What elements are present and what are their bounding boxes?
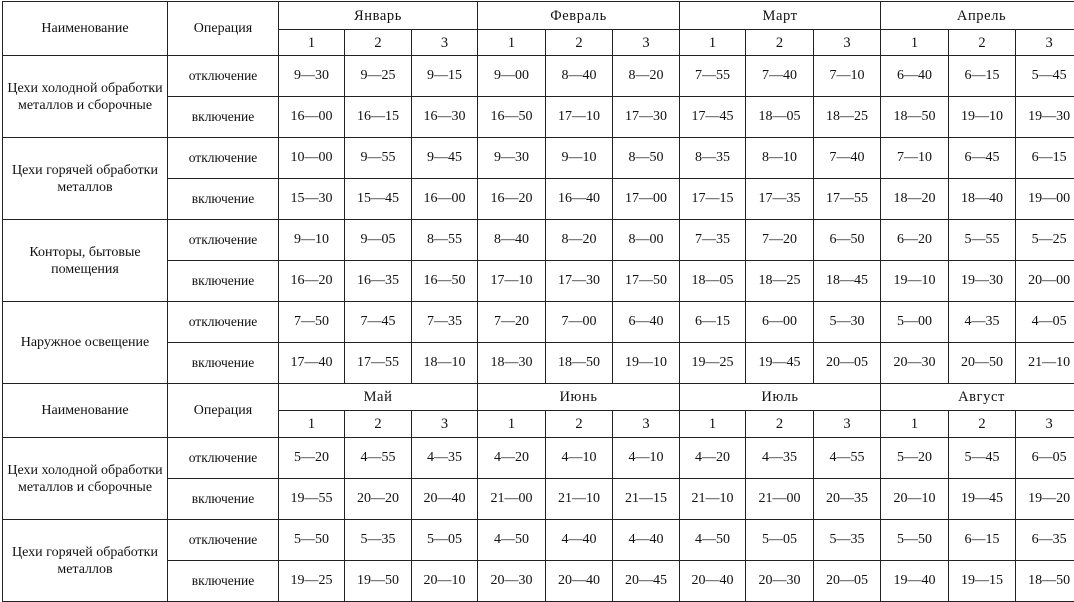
time-cell: 5—25: [1016, 220, 1074, 261]
header-operation: Операция: [168, 384, 279, 438]
time-cell: 19—25: [680, 343, 746, 384]
month-header: Июнь: [478, 384, 680, 411]
header-name: Наименование: [3, 384, 168, 438]
time-cell: 17—50: [613, 261, 680, 302]
time-cell: 15—45: [345, 179, 412, 220]
time-cell: 17—10: [478, 261, 546, 302]
time-cell: 16—00: [279, 97, 345, 138]
decade-header: 2: [345, 411, 412, 438]
month-header: Апрель: [881, 2, 1074, 30]
time-cell: 9—25: [345, 56, 412, 97]
time-cell: 7—35: [412, 302, 478, 343]
time-cell: 9—30: [279, 56, 345, 97]
decade-header: 1: [279, 30, 345, 56]
time-cell: 19—55: [279, 479, 345, 520]
time-cell: 4—05: [1016, 302, 1074, 343]
time-cell: 21—15: [613, 479, 680, 520]
time-cell: 17—40: [279, 343, 345, 384]
time-cell: 20—00: [1016, 261, 1074, 302]
time-cell: 9—05: [345, 220, 412, 261]
time-cell: 21—10: [1016, 343, 1074, 384]
time-cell: 8—55: [412, 220, 478, 261]
time-cell: 17—55: [345, 343, 412, 384]
time-cell: 20—35: [814, 479, 881, 520]
time-cell: 7—55: [680, 56, 746, 97]
lighting-schedule-table: [2, 1, 1074, 602]
decade-header: 2: [546, 30, 613, 56]
time-cell: 9—30: [478, 138, 546, 179]
time-cell: 21—10: [680, 479, 746, 520]
table-row: [3, 56, 1074, 97]
time-cell: 19—30: [1016, 97, 1074, 138]
time-cell: 20—10: [412, 561, 478, 602]
time-cell: 5—20: [881, 438, 949, 479]
time-cell: 6—20: [881, 220, 949, 261]
time-cell: 6—50: [814, 220, 881, 261]
time-cell: 20—30: [746, 561, 814, 602]
time-cell: 4—10: [613, 438, 680, 479]
decade-header: 2: [949, 411, 1016, 438]
time-cell: 6—15: [1016, 138, 1074, 179]
time-cell: 17—35: [746, 179, 814, 220]
time-cell: 19—15: [949, 561, 1016, 602]
time-cell: 20—05: [814, 561, 881, 602]
time-cell: 6—35: [1016, 520, 1074, 561]
time-cell: 18—25: [746, 261, 814, 302]
time-cell: 19—20: [1016, 479, 1074, 520]
time-cell: 5—55: [949, 220, 1016, 261]
decade-header: 2: [746, 411, 814, 438]
time-cell: 7—35: [680, 220, 746, 261]
time-cell: 6—00: [746, 302, 814, 343]
time-cell: 16—50: [478, 97, 546, 138]
time-cell: 19—40: [881, 561, 949, 602]
time-cell: 19—10: [613, 343, 680, 384]
time-cell: 16—15: [345, 97, 412, 138]
time-cell: 9—45: [412, 138, 478, 179]
time-cell: 4—20: [478, 438, 546, 479]
time-cell: 18—40: [949, 179, 1016, 220]
time-cell: 5—45: [1016, 56, 1074, 97]
time-cell: 15—30: [279, 179, 345, 220]
time-cell: 20—40: [546, 561, 613, 602]
op-off: отключение: [168, 438, 279, 479]
time-cell: 21—10: [546, 479, 613, 520]
time-cell: 4—10: [546, 438, 613, 479]
month-header: Май: [279, 384, 478, 411]
time-cell: 9—15: [412, 56, 478, 97]
time-cell: 16—40: [546, 179, 613, 220]
row-name-cold: Цехи холодной обработки металлов и сборочные: [3, 56, 168, 138]
header-operation: Операция: [168, 2, 279, 56]
time-cell: 18—10: [412, 343, 478, 384]
time-cell: 20—30: [478, 561, 546, 602]
time-cell: 6—15: [949, 56, 1016, 97]
time-cell: 18—30: [478, 343, 546, 384]
time-cell: 19—45: [746, 343, 814, 384]
time-cell: 17—45: [680, 97, 746, 138]
row-name-offices: Конторы, бытовые помещения: [3, 220, 168, 302]
row-name-cold: Цехи холодной обработки металлов и сборочные: [3, 438, 168, 520]
time-cell: 4—55: [345, 438, 412, 479]
time-cell: 19—10: [949, 97, 1016, 138]
time-cell: 5—05: [412, 520, 478, 561]
table-row: [3, 520, 1074, 561]
time-cell: 7—10: [881, 138, 949, 179]
time-cell: 20—50: [949, 343, 1016, 384]
time-cell: 4—35: [412, 438, 478, 479]
time-cell: 10—00: [279, 138, 345, 179]
time-cell: 17—55: [814, 179, 881, 220]
table-row: [3, 220, 1074, 261]
time-cell: 8—40: [546, 56, 613, 97]
decade-header: 1: [279, 411, 345, 438]
row-name-hot: Цехи горячей обработки металлов: [3, 138, 168, 220]
time-cell: 17—15: [680, 179, 746, 220]
op-on: включение: [168, 97, 279, 138]
time-cell: 16—20: [279, 261, 345, 302]
time-cell: 18—25: [814, 97, 881, 138]
time-cell: 6—15: [949, 520, 1016, 561]
op-on: включение: [168, 261, 279, 302]
row-name-hot: Цехи горячей обработки металлов: [3, 520, 168, 602]
decade-header: 3: [412, 30, 478, 56]
time-cell: 20—10: [881, 479, 949, 520]
time-cell: 16—20: [478, 179, 546, 220]
decade-header: 3: [814, 411, 881, 438]
time-cell: 4—50: [680, 520, 746, 561]
op-off: отключение: [168, 138, 279, 179]
time-cell: 18—50: [1016, 561, 1074, 602]
time-cell: 20—45: [613, 561, 680, 602]
decade-header: 3: [613, 30, 680, 56]
op-on: включение: [168, 479, 279, 520]
op-off: отключение: [168, 56, 279, 97]
time-cell: 6—40: [881, 56, 949, 97]
op-off: отключение: [168, 302, 279, 343]
op-on: включение: [168, 343, 279, 384]
time-cell: 9—55: [345, 138, 412, 179]
time-cell: 9—00: [478, 56, 546, 97]
header-row-months-top: [3, 2, 1074, 30]
table-row: [3, 438, 1074, 479]
month-header: Февраль: [478, 2, 680, 30]
time-cell: 7—45: [345, 302, 412, 343]
time-cell: 5—35: [814, 520, 881, 561]
time-cell: 6—05: [1016, 438, 1074, 479]
time-cell: 18—50: [881, 97, 949, 138]
time-cell: 9—10: [279, 220, 345, 261]
time-cell: 20—20: [345, 479, 412, 520]
op-on: включение: [168, 561, 279, 602]
time-cell: 20—05: [814, 343, 881, 384]
time-cell: 18—20: [881, 179, 949, 220]
time-cell: 4—20: [680, 438, 746, 479]
op-off: отключение: [168, 220, 279, 261]
time-cell: 7—20: [746, 220, 814, 261]
time-cell: 7—50: [279, 302, 345, 343]
time-cell: 6—45: [949, 138, 1016, 179]
time-cell: 19—10: [881, 261, 949, 302]
time-cell: 4—35: [949, 302, 1016, 343]
time-cell: 21—00: [478, 479, 546, 520]
month-header: Июль: [680, 384, 881, 411]
time-cell: 9—10: [546, 138, 613, 179]
time-cell: 5—20: [279, 438, 345, 479]
time-cell: 7—40: [746, 56, 814, 97]
time-cell: 19—45: [949, 479, 1016, 520]
month-header: Август: [881, 384, 1074, 411]
time-cell: 8—00: [613, 220, 680, 261]
time-cell: 4—50: [478, 520, 546, 561]
time-cell: 17—10: [546, 97, 613, 138]
decade-header: 3: [412, 411, 478, 438]
time-cell: 4—55: [814, 438, 881, 479]
time-cell: 17—30: [546, 261, 613, 302]
time-cell: 8—20: [546, 220, 613, 261]
time-cell: 17—30: [613, 97, 680, 138]
decade-header: 1: [680, 411, 746, 438]
time-cell: 18—50: [546, 343, 613, 384]
time-cell: 5—35: [345, 520, 412, 561]
time-cell: 8—40: [478, 220, 546, 261]
decade-header: 3: [814, 30, 881, 56]
time-cell: 16—35: [345, 261, 412, 302]
decade-header: 3: [1016, 411, 1074, 438]
time-cell: 19—50: [345, 561, 412, 602]
time-cell: 18—05: [746, 97, 814, 138]
table-row: [3, 302, 1074, 343]
time-cell: 16—50: [412, 261, 478, 302]
time-cell: 8—35: [680, 138, 746, 179]
time-cell: 20—30: [881, 343, 949, 384]
decade-header: 1: [680, 30, 746, 56]
time-cell: 21—00: [746, 479, 814, 520]
month-header: Январь: [279, 2, 478, 30]
time-cell: 5—45: [949, 438, 1016, 479]
row-name-outdoor: Наружное освещение: [3, 302, 168, 384]
time-cell: 7—10: [814, 56, 881, 97]
time-cell: 16—30: [412, 97, 478, 138]
header-row-months-bottom: [3, 384, 1074, 411]
decade-header: 2: [746, 30, 814, 56]
header-name: Наименование: [3, 2, 168, 56]
decade-header: 2: [949, 30, 1016, 56]
time-cell: 8—50: [613, 138, 680, 179]
time-cell: 4—40: [546, 520, 613, 561]
time-cell: 20—40: [412, 479, 478, 520]
time-cell: 7—20: [478, 302, 546, 343]
decade-header: 2: [546, 411, 613, 438]
decade-header: 1: [478, 30, 546, 56]
time-cell: 18—45: [814, 261, 881, 302]
time-cell: 5—00: [881, 302, 949, 343]
decade-header: 2: [345, 30, 412, 56]
decade-header: 1: [881, 30, 949, 56]
time-cell: 16—00: [412, 179, 478, 220]
time-cell: 5—50: [279, 520, 345, 561]
op-on: включение: [168, 179, 279, 220]
table-row: [3, 138, 1074, 179]
decade-header: 1: [478, 411, 546, 438]
time-cell: 8—20: [613, 56, 680, 97]
decade-header: 1: [881, 411, 949, 438]
time-cell: 5—50: [881, 520, 949, 561]
time-cell: 5—30: [814, 302, 881, 343]
time-cell: 20—40: [680, 561, 746, 602]
time-cell: 8—10: [746, 138, 814, 179]
decade-header: 3: [1016, 30, 1074, 56]
month-header: Март: [680, 2, 881, 30]
time-cell: 7—00: [546, 302, 613, 343]
time-cell: 4—35: [746, 438, 814, 479]
time-cell: 19—30: [949, 261, 1016, 302]
time-cell: 4—40: [613, 520, 680, 561]
time-cell: 18—05: [680, 261, 746, 302]
time-cell: 19—00: [1016, 179, 1074, 220]
time-cell: 17—00: [613, 179, 680, 220]
time-cell: 19—25: [279, 561, 345, 602]
time-cell: 7—40: [814, 138, 881, 179]
time-cell: 6—40: [613, 302, 680, 343]
decade-header: 3: [613, 411, 680, 438]
time-cell: 6—15: [680, 302, 746, 343]
time-cell: 5—05: [746, 520, 814, 561]
op-off: отключение: [168, 520, 279, 561]
